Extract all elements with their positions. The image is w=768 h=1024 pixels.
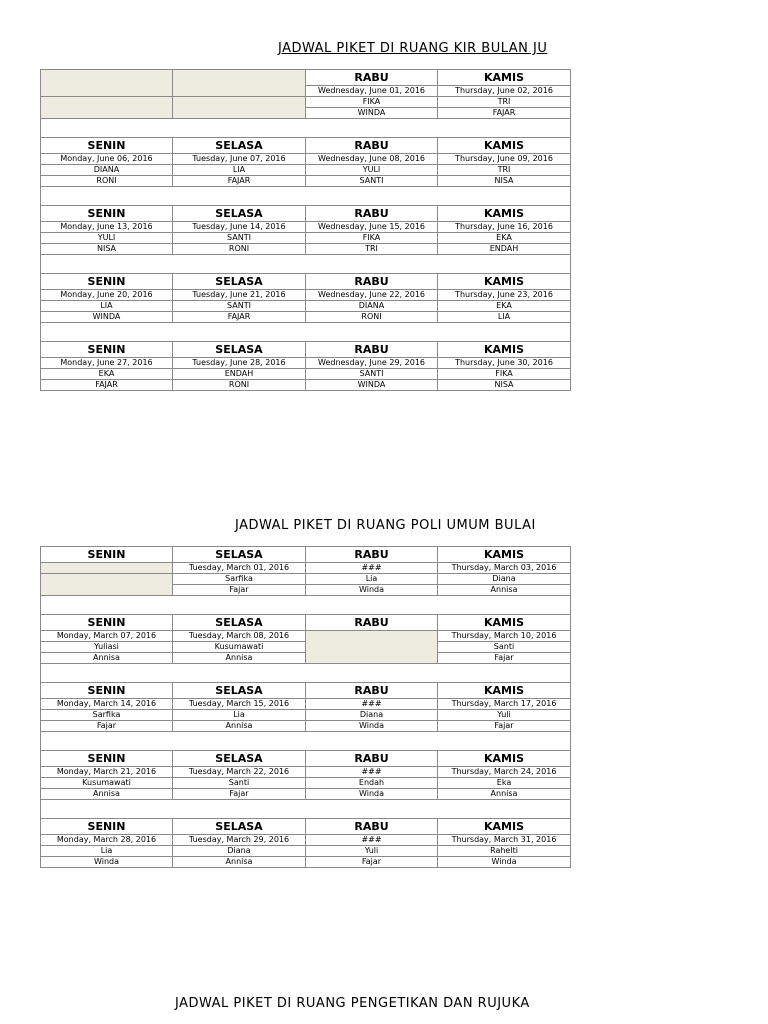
name-cell[interactable]: FAJAR: [173, 176, 306, 187]
name-cell[interactable]: YULI: [306, 165, 438, 176]
day-header[interactable]: RABU: [306, 751, 438, 767]
name-cell[interactable]: LIA: [438, 312, 571, 323]
date-cell[interactable]: Thursday, March 24, 2016: [438, 767, 571, 778]
name-cell[interactable]: Sarfika: [173, 574, 306, 585]
date-cell[interactable]: Wednesday, June 22, 2016: [306, 290, 438, 301]
date-cell[interactable]: Monday, June 13, 2016: [41, 222, 173, 233]
date-row: [41, 154, 571, 165]
name-cell[interactable]: Fajar: [306, 857, 438, 868]
date-cell[interactable]: Thursday, June 23, 2016: [438, 290, 571, 301]
name-cell[interactable]: Santi: [438, 642, 571, 653]
day-row: [41, 751, 571, 767]
date-row: [41, 767, 571, 778]
name-cell[interactable]: LIA: [41, 301, 173, 312]
day-row: [41, 138, 571, 154]
name-cell[interactable]: FAJAR: [173, 312, 306, 323]
name-cell[interactable]: Fajar: [41, 721, 173, 732]
date-cell[interactable]: Tuesday, March 15, 2016: [173, 699, 306, 710]
day-row: [41, 615, 571, 631]
name-cell[interactable]: Annisa: [438, 789, 571, 800]
section-title-pengetikan: JADWAL PIKET DI RUANG PENGETIKAN DAN RUJUKA: [175, 996, 530, 1011]
spacer-row: [41, 732, 571, 751]
date-cell[interactable]: Tuesday, June 14, 2016: [173, 222, 306, 233]
name-cell[interactable]: DIANA: [41, 165, 173, 176]
date-cell[interactable]: Monday, June 27, 2016: [41, 358, 173, 369]
day-row: [41, 547, 571, 563]
date-cell[interactable]: Monday, March 28, 2016: [41, 835, 173, 846]
day-header[interactable]: SENIN: [41, 138, 173, 154]
name-cell[interactable]: Winda: [306, 789, 438, 800]
day-header[interactable]: SELASA: [173, 274, 306, 290]
day-header[interactable]: SELASA: [173, 751, 306, 767]
date-cell[interactable]: ###: [306, 835, 438, 846]
day-header[interactable]: RABU: [306, 547, 438, 563]
date-cell[interactable]: Thursday, March 03, 2016: [438, 563, 571, 574]
name-cell[interactable]: Diana: [306, 710, 438, 721]
name-cell[interactable]: Lia: [41, 846, 173, 857]
name-cell[interactable]: SANTI: [173, 233, 306, 244]
date-cell[interactable]: Tuesday, June 21, 2016: [173, 290, 306, 301]
name-cell[interactable]: Annisa: [41, 789, 173, 800]
spacer-cell: [41, 732, 571, 751]
name-cell[interactable]: LIA: [173, 165, 306, 176]
name-cell[interactable]: Winda: [438, 857, 571, 868]
day-header[interactable]: SELASA: [173, 615, 306, 631]
name-cell[interactable]: RONI: [173, 380, 306, 391]
date-cell[interactable]: Monday, June 06, 2016: [41, 154, 173, 165]
date-cell[interactable]: Tuesday, March 08, 2016: [173, 631, 306, 642]
name-cell[interactable]: Annisa: [41, 653, 173, 664]
date-cell[interactable]: Thursday, June 09, 2016: [438, 154, 571, 165]
name-cell[interactable]: WINDA: [306, 380, 438, 391]
name-row: [41, 721, 571, 732]
date-cell[interactable]: ###: [306, 563, 438, 574]
day-header[interactable]: KAMIS: [438, 206, 571, 222]
empty-cell[interactable]: [41, 97, 173, 119]
date-row: [41, 290, 571, 301]
day-header[interactable]: KAMIS: [438, 70, 571, 86]
date-cell[interactable]: Thursday, June 30, 2016: [438, 358, 571, 369]
section-title-poli-umum: JADWAL PIKET DI RUANG POLI UMUM BULAI: [235, 518, 536, 533]
name-cell[interactable]: Fajar: [438, 653, 571, 664]
name-cell[interactable]: Fajar: [173, 789, 306, 800]
date-cell[interactable]: Thursday, March 31, 2016: [438, 835, 571, 846]
name-cell[interactable]: Winda: [306, 585, 438, 596]
date-cell[interactable]: Monday, March 07, 2016: [41, 631, 173, 642]
name-cell[interactable]: ENDAH: [438, 244, 571, 255]
name-cell[interactable]: FIKA: [306, 233, 438, 244]
name-cell[interactable]: Endah: [306, 778, 438, 789]
name-cell[interactable]: Diana: [173, 846, 306, 857]
day-row: [41, 274, 571, 290]
name-cell[interactable]: NISA: [438, 380, 571, 391]
day-header[interactable]: SELASA: [173, 342, 306, 358]
name-cell[interactable]: WINDA: [306, 108, 438, 119]
name-cell[interactable]: FAJAR: [438, 108, 571, 119]
name-cell[interactable]: Rahelti: [438, 846, 571, 857]
name-cell[interactable]: RONI: [173, 244, 306, 255]
name-cell[interactable]: TRI: [306, 244, 438, 255]
date-cell[interactable]: Tuesday, March 22, 2016: [173, 767, 306, 778]
spacer-cell: [41, 323, 571, 342]
day-header[interactable]: KAMIS: [438, 138, 571, 154]
date-cell[interactable]: Tuesday, June 28, 2016: [173, 358, 306, 369]
name-cell[interactable]: Lia: [173, 710, 306, 721]
spacer-cell: [41, 119, 571, 138]
day-header[interactable]: RABU: [306, 615, 438, 631]
name-cell[interactable]: Kusumawati: [41, 778, 173, 789]
day-header[interactable]: KAMIS: [438, 274, 571, 290]
day-row: [41, 342, 571, 358]
day-header[interactable]: KAMIS: [438, 547, 571, 563]
empty-cell[interactable]: [41, 574, 173, 596]
spacer-cell: [41, 664, 571, 683]
name-row: [41, 857, 571, 868]
spacer-row: [41, 596, 571, 615]
name-row: [41, 369, 571, 380]
day-header[interactable]: SELASA: [173, 819, 306, 835]
date-cell[interactable]: Monday, March 14, 2016: [41, 699, 173, 710]
date-row: [41, 835, 571, 846]
name-cell[interactable]: RONI: [306, 312, 438, 323]
name-cell[interactable]: FIKA: [306, 97, 438, 108]
date-cell[interactable]: Tuesday, March 29, 2016: [173, 835, 306, 846]
spacer-cell: [41, 800, 571, 819]
day-header[interactable]: SENIN: [41, 342, 173, 358]
schedule-table-kir: [40, 69, 571, 391]
name-cell[interactable]: DIANA: [306, 301, 438, 312]
date-row: [41, 563, 571, 574]
name-cell[interactable]: Yuli: [438, 710, 571, 721]
name-cell[interactable]: Winda: [306, 721, 438, 732]
name-row: [41, 97, 571, 108]
name-cell[interactable]: TRI: [438, 97, 571, 108]
name-row: [41, 244, 571, 255]
day-row: [41, 683, 571, 699]
spacer-cell: [41, 255, 571, 274]
day-row: [41, 70, 571, 86]
date-row: [41, 699, 571, 710]
name-cell[interactable]: NISA: [41, 244, 173, 255]
name-cell[interactable]: WINDA: [41, 312, 173, 323]
date-cell[interactable]: Thursday, March 10, 2016: [438, 631, 571, 642]
spacer-row: [41, 800, 571, 819]
name-cell[interactable]: TRI: [438, 165, 571, 176]
day-header[interactable]: RABU: [306, 274, 438, 290]
day-header[interactable]: KAMIS: [438, 615, 571, 631]
spacer-cell: [41, 187, 571, 206]
name-cell[interactable]: NISA: [438, 176, 571, 187]
name-cell[interactable]: SANTI: [173, 301, 306, 312]
name-cell[interactable]: Fajar: [173, 585, 306, 596]
day-header[interactable]: RABU: [306, 138, 438, 154]
day-header[interactable]: SELASA: [173, 138, 306, 154]
name-cell[interactable]: Annisa: [173, 857, 306, 868]
date-cell[interactable]: ###: [306, 767, 438, 778]
name-cell[interactable]: Annisa: [173, 653, 306, 664]
name-cell[interactable]: ENDAH: [173, 369, 306, 380]
name-row: [41, 380, 571, 391]
day-header[interactable]: SENIN: [41, 819, 173, 835]
name-cell[interactable]: SANTI: [306, 369, 438, 380]
name-cell[interactable]: Winda: [41, 857, 173, 868]
name-row: [41, 312, 571, 323]
name-row: [41, 233, 571, 244]
day-header[interactable]: RABU: [306, 206, 438, 222]
name-row: [41, 301, 571, 312]
date-cell[interactable]: Wednesday, June 29, 2016: [306, 358, 438, 369]
name-cell[interactable]: Lia: [306, 574, 438, 585]
date-cell[interactable]: ###: [306, 699, 438, 710]
name-cell[interactable]: FIKA: [438, 369, 571, 380]
date-cell[interactable]: Tuesday, June 07, 2016: [173, 154, 306, 165]
day-row: [41, 819, 571, 835]
date-row: [41, 358, 571, 369]
name-cell[interactable]: EKA: [438, 233, 571, 244]
day-header[interactable]: SENIN: [41, 547, 173, 563]
date-cell[interactable]: Monday, June 20, 2016: [41, 290, 173, 301]
day-header[interactable]: RABU: [306, 70, 438, 86]
date-cell[interactable]: Wednesday, June 15, 2016: [306, 222, 438, 233]
date-cell[interactable]: Wednesday, June 08, 2016: [306, 154, 438, 165]
empty-cell[interactable]: [306, 631, 438, 664]
name-cell[interactable]: RONI: [41, 176, 173, 187]
name-cell[interactable]: Annisa: [173, 721, 306, 732]
name-cell[interactable]: Sarfika: [41, 710, 173, 721]
name-row: [41, 846, 571, 857]
day-header[interactable]: SENIN: [41, 206, 173, 222]
spacer-cell: [41, 596, 571, 615]
spacer-row: [41, 255, 571, 274]
day-header[interactable]: SELASA: [173, 683, 306, 699]
empty-cell[interactable]: [173, 97, 306, 119]
name-cell[interactable]: Annisa: [438, 585, 571, 596]
spacer-row: [41, 119, 571, 138]
day-header[interactable]: SENIN: [41, 274, 173, 290]
name-cell[interactable]: EKA: [41, 369, 173, 380]
day-header[interactable]: KAMIS: [438, 819, 571, 835]
name-row: [41, 574, 571, 585]
name-cell[interactable]: YULI: [41, 233, 173, 244]
name-cell[interactable]: Santi: [173, 778, 306, 789]
schedule-table-poli-umum: [40, 546, 571, 868]
day-header[interactable]: SENIN: [41, 615, 173, 631]
name-cell[interactable]: Eka: [438, 778, 571, 789]
name-cell[interactable]: Yuli: [306, 846, 438, 857]
day-header[interactable]: SELASA: [173, 547, 306, 563]
section-title-kir: JADWAL PIKET DI RUANG KIR BULAN JU: [278, 41, 548, 56]
date-row: [41, 631, 571, 642]
empty-cell[interactable]: [41, 70, 173, 97]
date-row: [41, 222, 571, 233]
date-cell[interactable]: Monday, March 21, 2016: [41, 767, 173, 778]
day-header[interactable]: KAMIS: [438, 683, 571, 699]
name-cell[interactable]: Diana: [438, 574, 571, 585]
name-row: [41, 789, 571, 800]
empty-cell[interactable]: [41, 563, 173, 574]
spacer-row: [41, 664, 571, 683]
name-row: [41, 176, 571, 187]
day-header[interactable]: SENIN: [41, 751, 173, 767]
day-header[interactable]: KAMIS: [438, 342, 571, 358]
name-row: [41, 710, 571, 721]
name-cell[interactable]: FAJAR: [41, 380, 173, 391]
name-cell[interactable]: SANTI: [306, 176, 438, 187]
date-cell[interactable]: Tuesday, March 01, 2016: [173, 563, 306, 574]
spacer-row: [41, 187, 571, 206]
day-header[interactable]: SELASA: [173, 206, 306, 222]
day-header[interactable]: RABU: [306, 683, 438, 699]
day-header[interactable]: RABU: [306, 819, 438, 835]
name-cell[interactable]: Kusumawati: [173, 642, 306, 653]
date-cell[interactable]: Thursday, March 17, 2016: [438, 699, 571, 710]
spacer-row: [41, 323, 571, 342]
name-cell[interactable]: Yuliasi: [41, 642, 173, 653]
name-row: [41, 165, 571, 176]
name-row: [41, 778, 571, 789]
date-cell[interactable]: Thursday, June 16, 2016: [438, 222, 571, 233]
date-cell[interactable]: Wednesday, June 01, 2016: [306, 86, 438, 97]
day-header[interactable]: RABU: [306, 342, 438, 358]
date-cell[interactable]: Thursday, June 02, 2016: [438, 86, 571, 97]
day-header[interactable]: KAMIS: [438, 751, 571, 767]
empty-cell[interactable]: [173, 70, 306, 97]
name-cell[interactable]: EKA: [438, 301, 571, 312]
day-header[interactable]: SENIN: [41, 683, 173, 699]
day-row: [41, 206, 571, 222]
name-cell[interactable]: Fajar: [438, 721, 571, 732]
